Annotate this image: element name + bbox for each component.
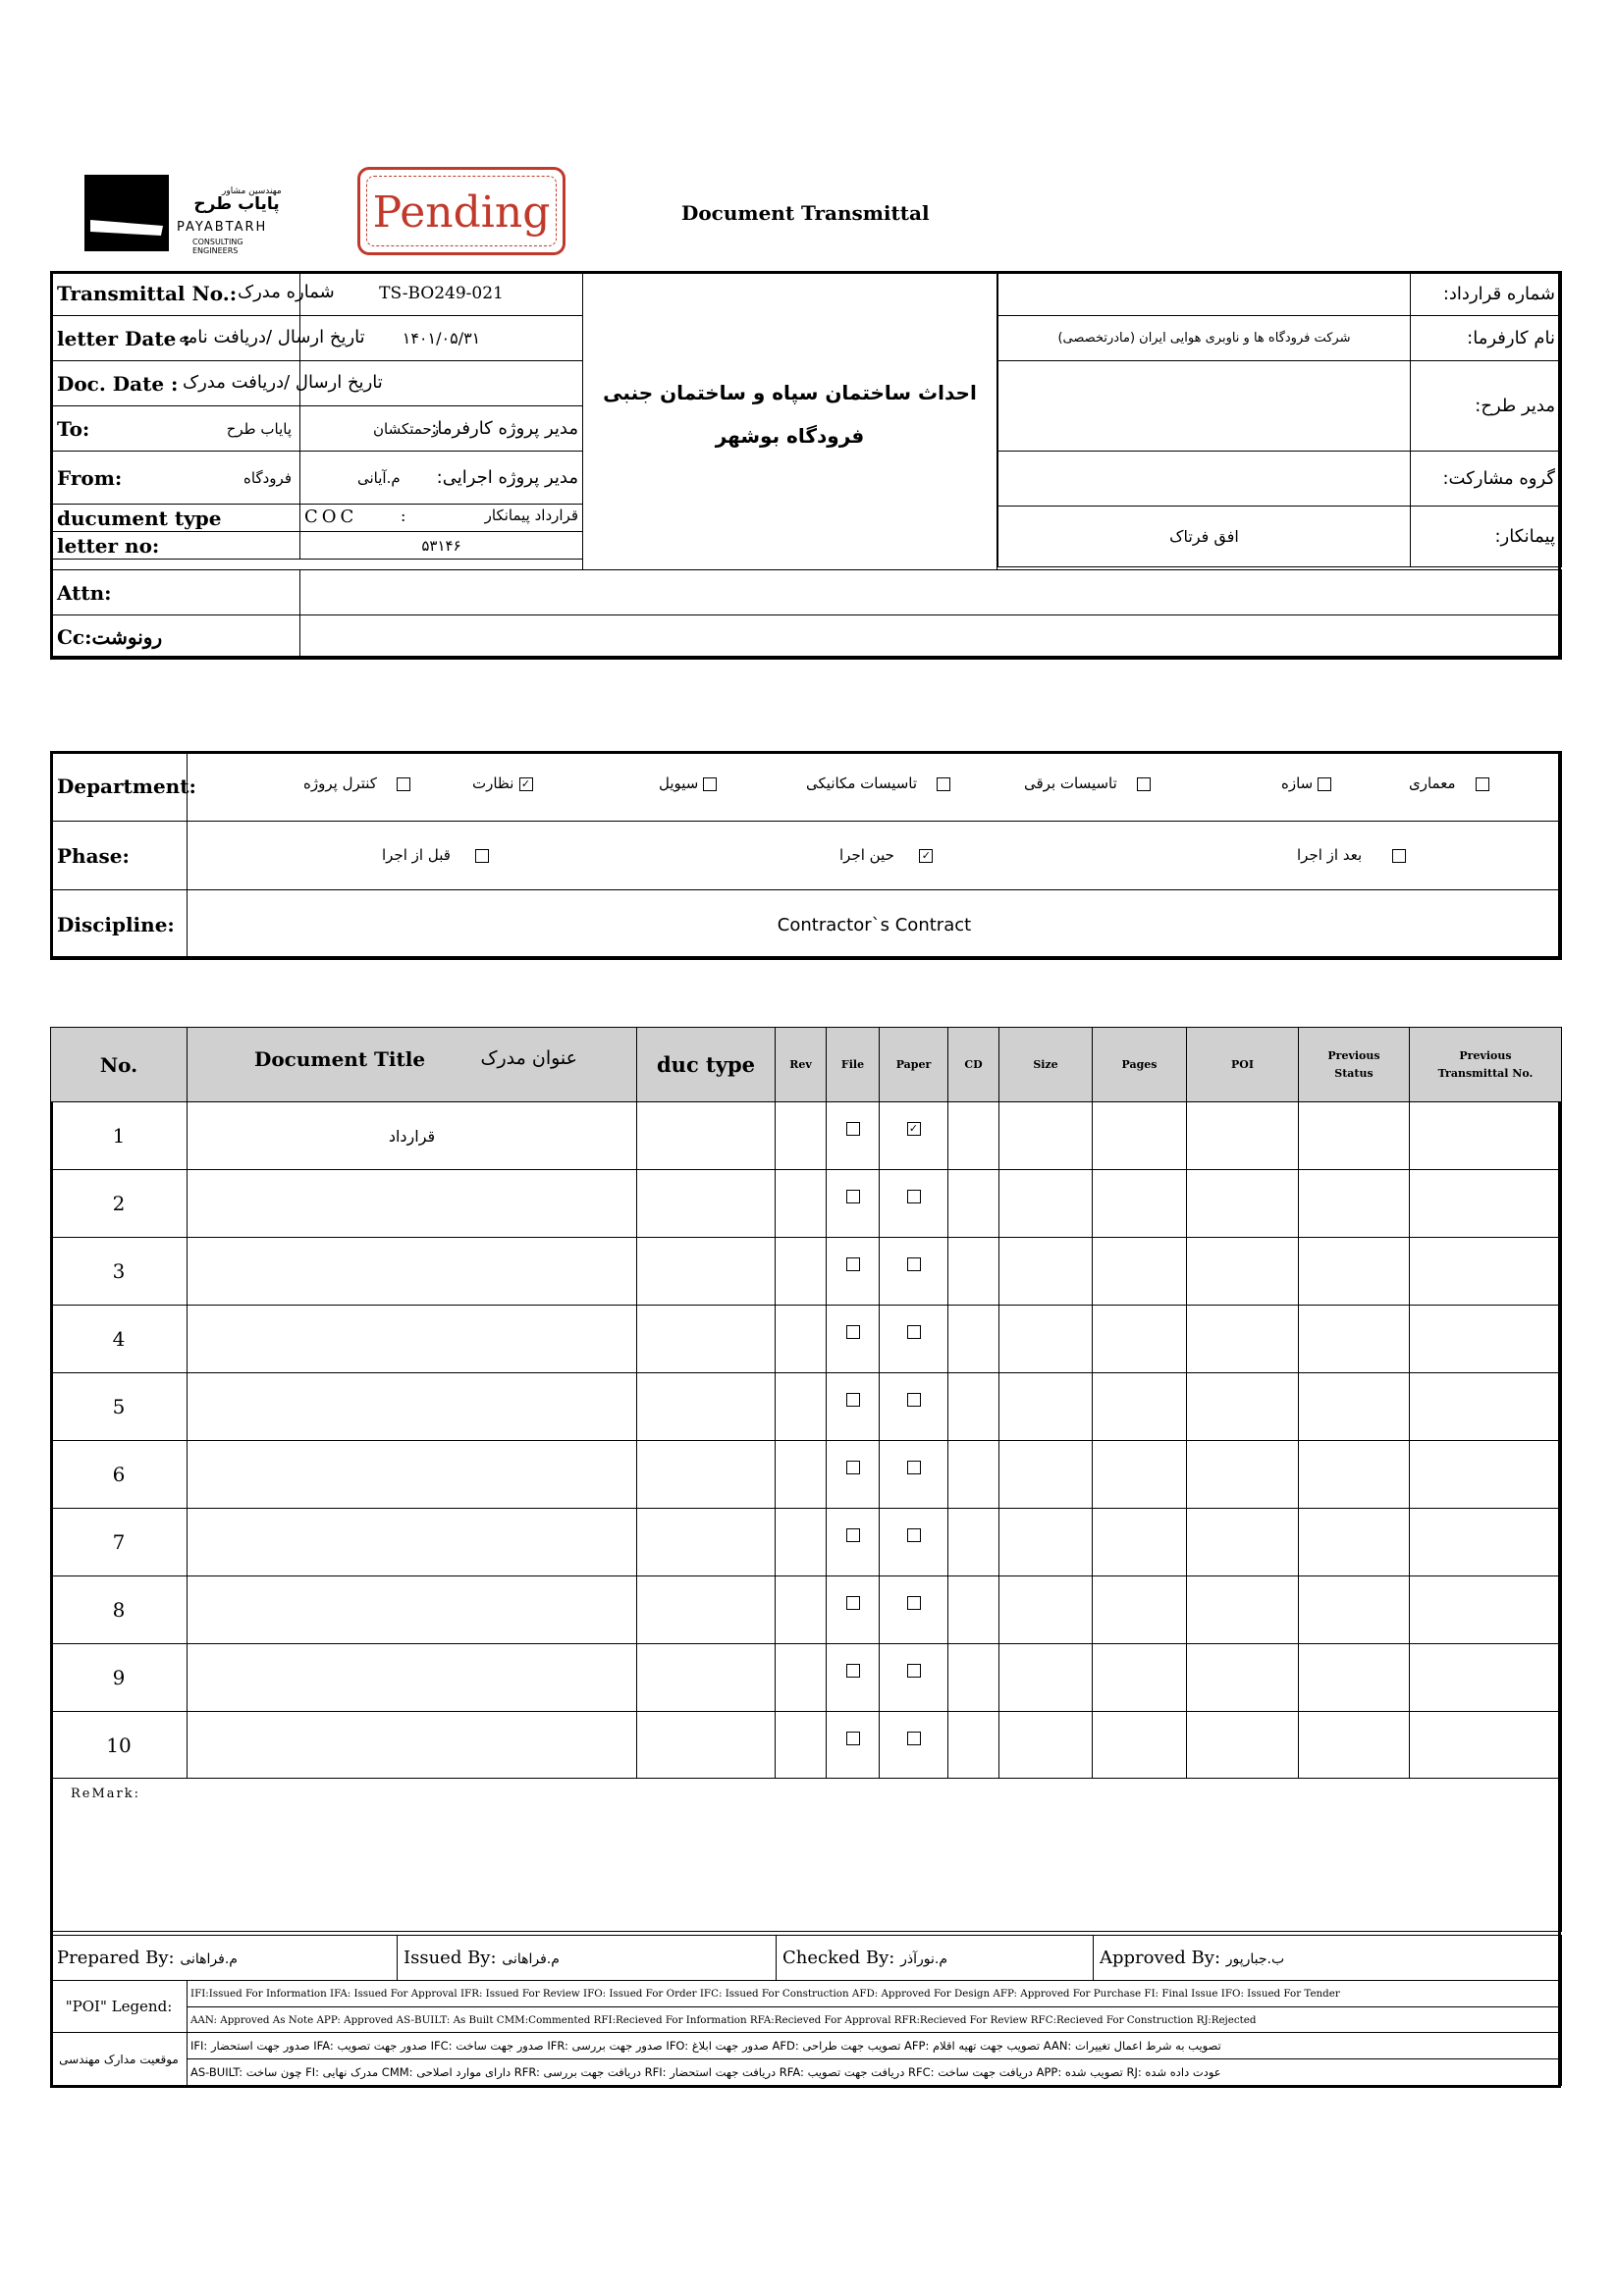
cell-cd[interactable]: [948, 1306, 999, 1373]
table-row: [51, 1306, 1562, 1373]
cell-pages[interactable]: [1093, 1170, 1187, 1238]
transmittal-no-value: TS-BO249-021: [300, 272, 583, 316]
transmittal-no-label-fa: شماره مدرک: [238, 282, 335, 302]
cell-cd[interactable]: [948, 1509, 999, 1576]
cell-duc-type[interactable]: [637, 1509, 776, 1576]
col-title-en: Document Title: [254, 1047, 426, 1071]
table-row: [51, 1644, 1562, 1712]
status-legend-label: موقعیت مدارک مهندسی: [51, 2033, 188, 2086]
cell-duc-type[interactable]: [637, 1238, 776, 1306]
file-checkbox[interactable]: [846, 1257, 860, 1271]
from-manager-name: م.آیانی: [357, 469, 401, 487]
partner-value: [998, 452, 1411, 507]
doc-type-cell: [51, 505, 300, 532]
dept-civil[interactable]: سیویل: [659, 774, 717, 792]
phase-before[interactable]: قبل از اجرا: [382, 845, 489, 864]
col-poi: POI: [1187, 1028, 1299, 1102]
dept-architecture-checkbox[interactable]: [1476, 777, 1489, 791]
cell-paper[interactable]: [880, 1441, 948, 1509]
cell-rev[interactable]: [776, 1576, 827, 1644]
col-no: No.: [51, 1028, 188, 1102]
cell-no: 2: [51, 1170, 188, 1238]
cell-cd[interactable]: [948, 1644, 999, 1712]
department-label: Department:: [51, 752, 188, 822]
transmittal-no-label: Transmittal No.:: [57, 282, 238, 305]
cell-cd[interactable]: [948, 1373, 999, 1441]
cell-pages[interactable]: [1093, 1373, 1187, 1441]
paper-checkbox[interactable]: [907, 1528, 921, 1542]
table-row: [51, 1102, 1562, 1170]
cell-paper[interactable]: [880, 1170, 948, 1238]
cell-duc-type[interactable]: [637, 1306, 776, 1373]
client-label: نام کارفرما:: [1411, 316, 1562, 361]
phase-label: Phase:: [51, 822, 188, 890]
cell-file[interactable]: [827, 1102, 880, 1170]
cell-no: 6: [51, 1441, 188, 1509]
partner-label: گروه مشارکت:: [1411, 452, 1562, 507]
signoff-table: [50, 1935, 1562, 1981]
cell-prev-trans[interactable]: [1410, 1576, 1562, 1644]
dept-civil-checkbox[interactable]: [703, 777, 717, 791]
from-cell: [51, 452, 300, 505]
to-cell: [51, 406, 300, 452]
col-size: Size: [999, 1028, 1093, 1102]
cell-duc-type[interactable]: [637, 1644, 776, 1712]
cell-title[interactable]: [188, 1509, 637, 1576]
cell-prev-status[interactable]: [1299, 1644, 1410, 1712]
pending-stamp: [357, 167, 566, 255]
col-file: File: [827, 1028, 880, 1102]
project-title-box: [582, 271, 997, 569]
cell-poi[interactable]: [1187, 1170, 1299, 1238]
info-right-table: [997, 271, 1562, 567]
dept-electrical[interactable]: تاسیسات برقی: [1024, 774, 1151, 792]
cell-prev-status[interactable]: [1299, 1441, 1410, 1509]
cell-prev-trans[interactable]: [1410, 1102, 1562, 1170]
cell-duc-type[interactable]: [637, 1170, 776, 1238]
cell-cd[interactable]: [948, 1441, 999, 1509]
cell-pages[interactable]: [1093, 1306, 1187, 1373]
table-row: [51, 1509, 1562, 1576]
cell-title[interactable]: [188, 1576, 637, 1644]
cell-cd[interactable]: [948, 1238, 999, 1306]
cell-cd[interactable]: [948, 1102, 999, 1170]
cell-poi[interactable]: [1187, 1102, 1299, 1170]
doc-type-fa: قرارداد پیمانکار: [484, 507, 578, 524]
phase-options: [188, 822, 1562, 890]
cell-no: 3: [51, 1238, 188, 1306]
prepared-by-value: م.فراهانی: [180, 1951, 238, 1967]
approved-by-cell: [1094, 1936, 1562, 1981]
paper-checkbox[interactable]: [907, 1664, 921, 1678]
to-label: To:: [57, 416, 90, 441]
cell-size[interactable]: [999, 1509, 1093, 1576]
letter-no-label: letter no:: [57, 533, 160, 558]
cell-cd[interactable]: [948, 1170, 999, 1238]
checked-by-label: Checked By:: [782, 1948, 895, 1968]
cell-title[interactable]: [188, 1238, 637, 1306]
designer-value: [998, 361, 1411, 452]
cell-paper[interactable]: [880, 1576, 948, 1644]
cell-prev-trans[interactable]: [1410, 1509, 1562, 1576]
cell-file[interactable]: [827, 1441, 880, 1509]
col-duc-type: duc type: [637, 1028, 776, 1102]
cell-poi[interactable]: [1187, 1441, 1299, 1509]
cell-pages[interactable]: [1093, 1102, 1187, 1170]
table-row: [51, 1441, 1562, 1509]
cell-duc-type[interactable]: [637, 1712, 776, 1779]
pending-stamp-text: Pending: [372, 187, 551, 238]
doc-type-value-cell: [300, 505, 583, 532]
project-title-line2: فرودگاه بوشهر: [715, 424, 865, 448]
logo-persian-small: مهندسین مشاور: [222, 187, 282, 196]
letter-date-label-fa: تاریخ ارسال /دریافت نامه: [179, 327, 365, 347]
cell-prev-status[interactable]: [1299, 1170, 1410, 1238]
cell-pages[interactable]: [1093, 1509, 1187, 1576]
legend-line-1: IFI:Issued For Information IFA: Issued For Approval IFR: Issued For Review IFO: Issued For Order IFC: Issued For Construction AFD: Approved For Design AFP: Approved For Purchase FI: Final Issue IFO: Issued For Tender: [188, 1981, 1562, 2007]
cell-prev-status[interactable]: [1299, 1576, 1410, 1644]
cell-title[interactable]: [188, 1644, 637, 1712]
cell-rev[interactable]: [776, 1306, 827, 1373]
cell-pages[interactable]: [1093, 1441, 1187, 1509]
file-checkbox[interactable]: [846, 1596, 860, 1610]
doc-date-label: Doc. Date :: [57, 371, 179, 396]
remark-cell[interactable]: [51, 1779, 1562, 1932]
page-title: Document Transmittal: [681, 201, 930, 225]
cell-paper[interactable]: [880, 1238, 948, 1306]
cell-rev[interactable]: [776, 1170, 827, 1238]
letter-date-value: ۱۴۰۱/۰۵/۳۱: [300, 316, 583, 361]
cell-prev-trans[interactable]: [1410, 1306, 1562, 1373]
cell-poi[interactable]: [1187, 1712, 1299, 1779]
file-checkbox[interactable]: [846, 1461, 860, 1474]
legend-table: [50, 1980, 1562, 2086]
cell-prev-trans[interactable]: [1410, 1441, 1562, 1509]
contractor-value: افق فرتاک: [998, 507, 1411, 567]
table-header-row: [51, 1028, 1562, 1102]
letter-date-label: letter Date :: [57, 326, 190, 350]
paper-checkbox[interactable]: [907, 1732, 921, 1745]
contract-no-label: شماره قرارداد:: [1411, 272, 1562, 316]
designer-label: مدیر طرح:: [1411, 361, 1562, 452]
phase-during-checkbox[interactable]: ✓: [919, 849, 933, 863]
cell-size[interactable]: [999, 1170, 1093, 1238]
cell-size[interactable]: [999, 1712, 1093, 1779]
paper-checkbox[interactable]: [907, 1257, 921, 1271]
cell-paper[interactable]: [880, 1373, 948, 1441]
cell-rev[interactable]: [776, 1712, 827, 1779]
cell-rev[interactable]: [776, 1441, 827, 1509]
cell-duc-type[interactable]: [637, 1441, 776, 1509]
cell-title[interactable]: [188, 1170, 637, 1238]
cell-paper[interactable]: [880, 1306, 948, 1373]
col-prev-status: Previous Status: [1299, 1028, 1410, 1102]
logo-english: PAYABTARH: [177, 220, 268, 235]
contractor-label: پیمانکار:: [1411, 507, 1562, 567]
cell-poi[interactable]: [1187, 1373, 1299, 1441]
col-paper: Paper: [880, 1028, 948, 1102]
doc-date-label-fa: تاریخ ارسال /دریافت مدرک: [183, 372, 383, 393]
phase-after[interactable]: بعد از اجرا: [1297, 845, 1406, 864]
table-row: [51, 1576, 1562, 1644]
cell-pages[interactable]: [1093, 1712, 1187, 1779]
doc-type-label: ducument type: [57, 506, 222, 530]
from-label: From:: [57, 465, 123, 490]
cell-title[interactable]: [188, 1373, 637, 1441]
cell-rev[interactable]: [776, 1644, 827, 1712]
cell-poi[interactable]: [1187, 1644, 1299, 1712]
classification-table: [50, 751, 1562, 960]
dept-structure-checkbox[interactable]: [1318, 777, 1331, 791]
cell-file[interactable]: [827, 1238, 880, 1306]
dept-structure[interactable]: سازه: [1281, 774, 1331, 792]
cell-file[interactable]: [827, 1576, 880, 1644]
doc-type-colon: :: [401, 507, 406, 525]
cell-no: 4: [51, 1306, 188, 1373]
dept-electrical-checkbox[interactable]: [1137, 777, 1151, 791]
dept-architecture[interactable]: معماری: [1409, 774, 1489, 792]
cell-title[interactable]: قرارداد: [188, 1102, 637, 1170]
legend-line-3: IFI: صدور جهت استحضار IFA: صدور جهت تصویب IFC: صدور جهت ساخت IFR: صدور جهت بررسی IFO: صدور جهت ابلاغ AFD: تصویب جهت طراحی AFP: تصویب جهت تهیه اقلام AAN: تصویب به شرط اعمال تغییرات: [188, 2033, 1562, 2059]
cell-size[interactable]: [999, 1576, 1093, 1644]
paper-checkbox[interactable]: [907, 1393, 921, 1407]
cell-pages[interactable]: [1093, 1238, 1187, 1306]
cell-file[interactable]: [827, 1306, 880, 1373]
cell-no: 1: [51, 1102, 188, 1170]
file-checkbox[interactable]: [846, 1732, 860, 1745]
dept-project-control[interactable]: کنترل پروژه: [303, 774, 410, 792]
company-logo: [84, 173, 291, 257]
cell-prev-status[interactable]: [1299, 1712, 1410, 1779]
cell-no: 8: [51, 1576, 188, 1644]
discipline-label: Discipline:: [51, 890, 188, 960]
letter-no-value: ۵۳۱۴۶: [300, 532, 583, 560]
attn-value: [300, 570, 1562, 615]
from-value: فرودگاه: [243, 469, 292, 487]
cell-prev-trans[interactable]: [1410, 1238, 1562, 1306]
cell-file[interactable]: [827, 1509, 880, 1576]
cell-size[interactable]: [999, 1306, 1093, 1373]
cell-file[interactable]: [827, 1373, 880, 1441]
cell-prev-trans[interactable]: [1410, 1170, 1562, 1238]
cell-duc-type[interactable]: [637, 1576, 776, 1644]
file-checkbox[interactable]: [846, 1122, 860, 1136]
cc-label: Cc:رونوشت: [51, 615, 300, 660]
cell-poi[interactable]: [1187, 1306, 1299, 1373]
documents-table: [50, 1027, 1562, 1932]
dept-mechanical[interactable]: تاسیسات مکانیکی: [806, 774, 950, 792]
poi-legend-label: "POI" Legend:: [51, 1981, 188, 2033]
issued-by-value: م.فراهانی: [502, 1951, 560, 1967]
file-checkbox[interactable]: [846, 1325, 860, 1339]
issued-by-cell: [398, 1936, 777, 1981]
prepared-by-cell: [51, 1936, 398, 1981]
cell-pages[interactable]: [1093, 1644, 1187, 1712]
discipline-value: Contractor`s Contract: [188, 890, 1562, 960]
col-pages: Pages: [1093, 1028, 1187, 1102]
letter-no-cell: [51, 532, 300, 560]
cell-paper[interactable]: [880, 1712, 948, 1779]
col-rev: Rev: [776, 1028, 827, 1102]
cell-no: 10: [51, 1712, 188, 1779]
legend-line-2: AAN: Approved As Note APP: Approved AS-BUILT: As Built CMM:Commented RFI:Recieved For Information RFA:Recieved For Approval RFR:Recieved For Review RFC:Recieved For Construction RJ:Rejected: [188, 2007, 1562, 2033]
dept-supervision-checkbox[interactable]: ✓: [519, 777, 533, 791]
attn-label: Attn:: [51, 570, 300, 615]
paper-checkbox[interactable]: [907, 1190, 921, 1203]
checked-by-cell: [777, 1936, 1094, 1981]
paper-checkbox[interactable]: [907, 1596, 921, 1610]
cell-prev-status[interactable]: [1299, 1102, 1410, 1170]
to-manager-label: مدیر پروژه کارفرما:: [431, 418, 578, 439]
to-value: پایاب طرح: [226, 420, 292, 438]
paper-checkbox[interactable]: [907, 1461, 921, 1474]
paper-checkbox[interactable]: ✓: [907, 1122, 921, 1136]
cell-size[interactable]: [999, 1238, 1093, 1306]
from-manager-cell: [300, 452, 583, 505]
cell-prev-status[interactable]: [1299, 1238, 1410, 1306]
table-row: [51, 1712, 1562, 1779]
cell-no: 7: [51, 1509, 188, 1576]
from-manager-label: مدیر پروژه اجرایی:: [436, 467, 578, 488]
table-row: [51, 1373, 1562, 1441]
cell-cd[interactable]: [948, 1712, 999, 1779]
file-checkbox[interactable]: [846, 1664, 860, 1678]
cell-prev-trans[interactable]: [1410, 1644, 1562, 1712]
project-title-line1: احداث ساختمان سپاه و ساختمان جنبی: [603, 381, 977, 404]
info-left-table: [50, 271, 583, 560]
col-title: [188, 1028, 637, 1102]
cell-poi[interactable]: [1187, 1238, 1299, 1306]
client-value: شرکت فرودگاه ها و ناوبری هوایی ایران (مادرتخصصی): [998, 316, 1411, 361]
logo-mark-icon: [84, 175, 173, 253]
table-row: [51, 1170, 1562, 1238]
cell-prev-status[interactable]: [1299, 1373, 1410, 1441]
cell-prev-trans[interactable]: [1410, 1712, 1562, 1779]
cell-duc-type[interactable]: [637, 1373, 776, 1441]
remark-label: ReMark:: [71, 1787, 141, 1801]
documents-table-body: [51, 1102, 1562, 1779]
cell-poi[interactable]: [1187, 1576, 1299, 1644]
cell-title[interactable]: [188, 1712, 637, 1779]
file-checkbox[interactable]: [846, 1393, 860, 1407]
to-manager-cell: [300, 406, 583, 452]
department-options: [188, 752, 1562, 822]
cell-rev[interactable]: [776, 1238, 827, 1306]
cell-pages[interactable]: [1093, 1576, 1187, 1644]
col-prev-transmittal: Previous Transmittal No.: [1410, 1028, 1562, 1102]
cell-no: 5: [51, 1373, 188, 1441]
phase-after-checkbox[interactable]: [1392, 849, 1406, 863]
legend-line-4: AS-BUILT: چون ساخت FI: مدرک نهایی CMM: دارای موارد اصلاحی RFR: دریافت جهت بررسی RFI: دریافت جهت استحضار RFA: دریافت جهت تصویب RFC: دریافت جهت ساخت APP: تصویب شده RJ: عودت داده شده: [188, 2059, 1562, 2086]
phase-during[interactable]: حین اجرا ✓: [839, 845, 933, 864]
cell-file[interactable]: [827, 1644, 880, 1712]
dept-mechanical-checkbox[interactable]: [937, 777, 950, 791]
attn-cc-table: [50, 569, 1562, 660]
cc-value: [300, 615, 1562, 660]
cell-no: 9: [51, 1644, 188, 1712]
col-cd: CD: [948, 1028, 999, 1102]
file-checkbox[interactable]: [846, 1528, 860, 1542]
cell-size[interactable]: [999, 1644, 1093, 1712]
cell-prev-trans[interactable]: [1410, 1373, 1562, 1441]
cell-paper[interactable]: [880, 1509, 948, 1576]
cell-rev[interactable]: [776, 1102, 827, 1170]
cell-cd[interactable]: [948, 1576, 999, 1644]
file-checkbox[interactable]: [846, 1190, 860, 1203]
cell-title[interactable]: [188, 1306, 637, 1373]
cell-rev[interactable]: [776, 1509, 827, 1576]
doc-type-value: COC: [304, 507, 358, 527]
cell-paper[interactable]: [880, 1644, 948, 1712]
transmittal-no-cell: [51, 272, 335, 316]
table-row: [51, 1238, 1562, 1306]
cell-file[interactable]: [827, 1170, 880, 1238]
prepared-by-label: Prepared By:: [57, 1948, 175, 1968]
dept-supervision[interactable]: نظارت ✓: [472, 774, 533, 792]
contract-no-value: [998, 272, 1411, 316]
dept-project-control-checkbox[interactable]: [397, 777, 410, 791]
cell-prev-status[interactable]: [1299, 1509, 1410, 1576]
cell-size[interactable]: [999, 1441, 1093, 1509]
approved-by-label: Approved By:: [1100, 1948, 1221, 1968]
issued-by-label: Issued By:: [404, 1948, 497, 1968]
cell-size[interactable]: [999, 1102, 1093, 1170]
cell-rev[interactable]: [776, 1373, 827, 1441]
col-title-fa: عنوان مدرک: [480, 1047, 577, 1069]
cell-poi[interactable]: [1187, 1509, 1299, 1576]
cell-prev-status[interactable]: [1299, 1306, 1410, 1373]
logo-persian: پایاب طرح: [193, 194, 280, 214]
to-manager-name: زحمتکشان: [373, 420, 439, 438]
phase-before-checkbox[interactable]: [475, 849, 489, 863]
checked-by-value: م.نورآذر: [900, 1951, 948, 1967]
cell-file[interactable]: [827, 1712, 880, 1779]
approved-by-value: ب.جبارپور: [1225, 1951, 1285, 1967]
cell-size[interactable]: [999, 1373, 1093, 1441]
cell-duc-type[interactable]: [637, 1102, 776, 1170]
logo-subtitle: CONSULTING ENGINEERS: [192, 238, 243, 255]
cell-title[interactable]: [188, 1441, 637, 1509]
cell-paper[interactable]: [880, 1102, 948, 1170]
paper-checkbox[interactable]: [907, 1325, 921, 1339]
